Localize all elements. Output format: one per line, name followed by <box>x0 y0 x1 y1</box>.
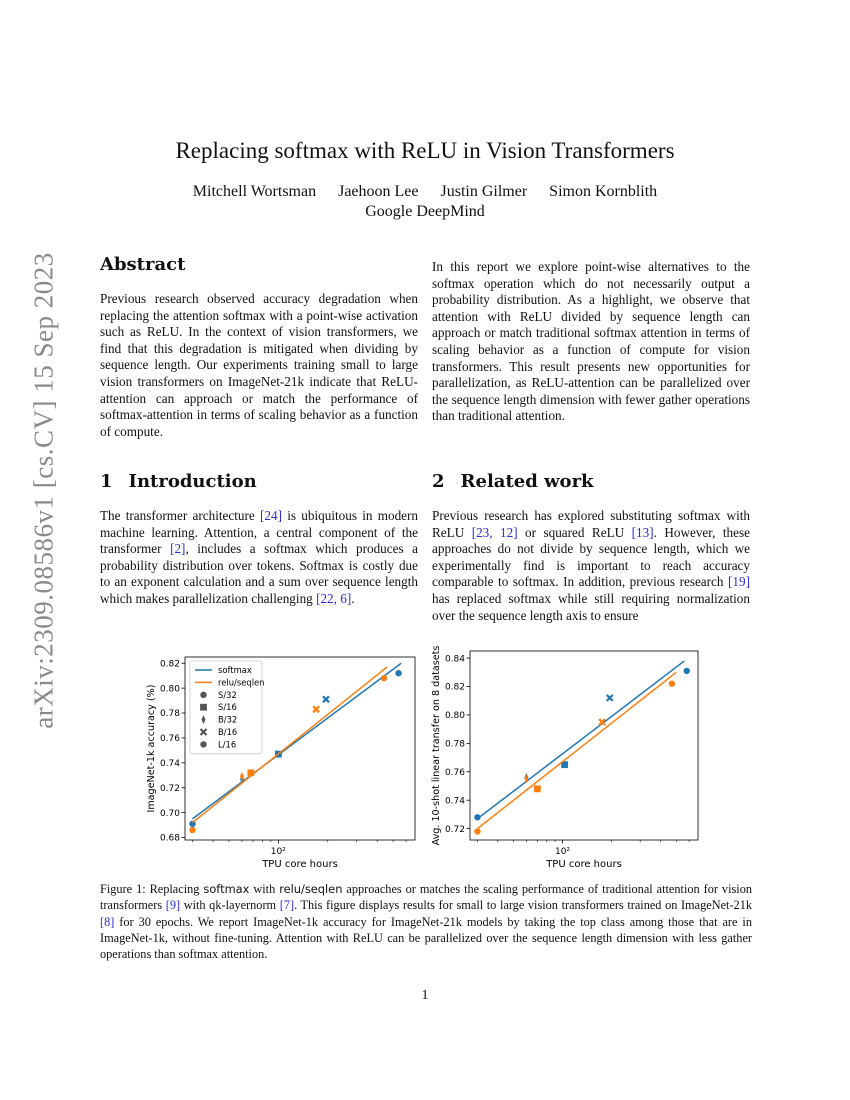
legend-marker <box>200 704 207 711</box>
citation-link[interactable]: [2] <box>170 541 186 557</box>
section-title: Introduction <box>128 471 257 492</box>
x-tick-label: 10² <box>270 847 286 857</box>
y-tick-label: 0.72 <box>159 783 180 794</box>
data-point-L-16 <box>381 675 387 681</box>
citation-link[interactable]: [24] <box>260 508 282 523</box>
code-term: relu/seqlen <box>279 882 343 896</box>
text-run: Previous research has explored substituting softmax with ReLU <box>432 508 750 540</box>
data-point-L-16 <box>395 670 401 676</box>
legend-label: S/32 <box>218 689 237 700</box>
text-run: , includes a softmax which produces a probability distribution over tokens. Softmax is costly due to an exponent calculation and a sum over sequence length which makes parallelization challenging <box>100 541 418 606</box>
y-axis-label: Avg. 10-shot linear transfer on 8 datasets <box>431 645 442 846</box>
y-tick-label: 0.68 <box>159 833 180 844</box>
introduction-paragraph <box>100 508 418 608</box>
data-point-B-16 <box>323 696 329 702</box>
citation-link[interactable]: [23, 12] <box>471 524 518 540</box>
text-run: The transformer architecture <box>100 508 260 523</box>
legend-marker <box>200 741 206 747</box>
citation-link[interactable]: [22, 6] <box>316 590 352 606</box>
legend-label: L/16 <box>218 739 237 750</box>
figure-1-caption <box>100 881 752 962</box>
text-run: with <box>249 882 280 896</box>
data-point-B-16 <box>313 706 319 712</box>
text-run: Figure 1: Replacing <box>100 882 204 896</box>
author: Mitchell Wortsman <box>192 183 317 200</box>
y-tick-label: 0.70 <box>159 808 180 819</box>
text-run: . This figure displays results for small to large vision transformers trained on ImageNet-21k <box>294 898 752 913</box>
y-tick-label: 0.84 <box>444 654 465 665</box>
abstract-heading: Abstract <box>100 254 186 275</box>
text-run: for 30 epochs. We report ImageNet-1k accuracy for ImageNet-21k models by taking the top class among those that are in ImageNet-1k, without fine-tuning. Attention with ReLU can be parallelized over the sequence length dimension with less gather operations than softmax attention. <box>100 914 752 962</box>
arxiv-identifier <box>24 251 64 729</box>
y-axis-label: ImageNet-1k accuracy (%) <box>146 684 157 813</box>
text-run: . <box>351 590 355 606</box>
y-tick-label: 0.80 <box>444 711 465 722</box>
data-point-S-16 <box>534 785 541 792</box>
author: Simon Kornblith <box>549 183 658 200</box>
author: Jaehoon Lee <box>338 183 419 200</box>
y-tick-label: 0.78 <box>159 709 180 720</box>
section-heading-related-work <box>432 471 594 492</box>
x-axis-label: TPU core hours <box>546 859 622 870</box>
abstract-paragraph-2: In this report we explore point-wise alternatives to the softmax operation which do not necessarily output a probability distribution. As a highlight, we observe that attention with ReLU divided by sequence length can approach or match traditional softmax attention in terms of scaling behavior as a function of compute for vision transformers. This result presents new opportunities for parallelization, as ReLU-attention can be parallelized over the sequence length dimension with fewer gather operations than traditional attention. <box>432 259 750 424</box>
paper-title: Replacing softmax with ReLU in Vision Transformers <box>175 138 675 163</box>
figure-1-right-chart <box>428 645 713 870</box>
section-number: 2 <box>432 471 445 492</box>
related-work-paragraph <box>432 508 750 624</box>
text-run: . However, these approaches do not divide by sequence length, which we experimentally find is important to reach accuracy comparable to softmax. In addition, previous research <box>432 524 750 590</box>
legend-label: relu/seqlen <box>218 677 265 688</box>
x-tick-label: 10² <box>554 847 571 857</box>
y-tick-label: 0.74 <box>159 759 180 770</box>
citation-link[interactable]: [19] <box>728 574 750 590</box>
citation-link[interactable]: [7] <box>279 898 295 913</box>
author-list <box>0 183 850 201</box>
legend-label: B/16 <box>218 727 238 737</box>
legend-label: softmax <box>218 665 252 675</box>
data-point-S-32 <box>474 828 480 834</box>
citation-link[interactable]: [9] <box>165 898 181 913</box>
y-tick-label: 0.76 <box>444 767 465 778</box>
data-point-L-16 <box>684 668 690 674</box>
text-run: with qk-layernorm <box>180 898 280 913</box>
section-heading-introduction <box>100 471 257 492</box>
abstract-paragraph-1: Previous research observed accuracy degradation when replacing the attention softmax with a point-wise activation such as ReLU. In the context of vision transformers, we find that this degradation is mitigated when dividing by sequence length. Our experiments training small to large vision transformers on ImageNet-21k indicate that ReLU-attention can approach or match the performance of softmax-attention in terms of scaling behavior as a function of compute. <box>100 291 418 439</box>
y-tick-label: 0.82 <box>444 682 465 693</box>
text-run: has replaced softmax while still requiring normalization over the sequence length axis to ensure <box>432 590 750 623</box>
section-title: Related work <box>460 471 594 492</box>
y-tick-label: 0.78 <box>444 739 465 750</box>
figure-1-left-chart <box>140 645 425 870</box>
page-number: 1 <box>421 988 429 1003</box>
data-point-S-32 <box>474 814 480 820</box>
legend-label: B/32 <box>218 714 238 725</box>
citation-link[interactable]: [8] <box>100 914 115 929</box>
text-run: approaches or matches the scaling performance of traditional attention for vision transformers <box>100 882 752 913</box>
text-run: is ubiquitous in modern machine learning. Attention, a central component of the transformer <box>100 508 418 557</box>
y-tick-label: 0.76 <box>159 734 180 745</box>
data-point-L-16 <box>669 680 675 686</box>
y-tick-label: 0.74 <box>444 796 465 807</box>
legend-label: S/16 <box>218 702 237 713</box>
affiliation: Google DeepMind <box>365 203 485 220</box>
y-tick-label: 0.80 <box>159 684 180 695</box>
fit-line-relu-seqlen <box>477 672 676 828</box>
author: Justin Gilmer <box>440 183 528 200</box>
arxiv-identifier-text: arXiv:2309.08586v1 [cs.CV] 15 Sep 2023 <box>28 251 59 729</box>
legend-marker <box>200 692 206 698</box>
x-axis-label: TPU core hours <box>262 859 338 870</box>
data-point-B-16 <box>607 695 613 701</box>
y-tick-label: 0.82 <box>159 659 180 670</box>
data-point-S-32 <box>189 827 195 833</box>
data-point-S-16 <box>247 769 254 776</box>
text-run: or squared ReLU <box>517 524 632 540</box>
citation-link[interactable]: [13] <box>631 524 654 540</box>
y-tick-label: 0.72 <box>444 824 465 835</box>
section-number: 1 <box>100 471 113 492</box>
fit-line-softmax <box>477 661 684 819</box>
code-term: softmax <box>203 882 250 896</box>
